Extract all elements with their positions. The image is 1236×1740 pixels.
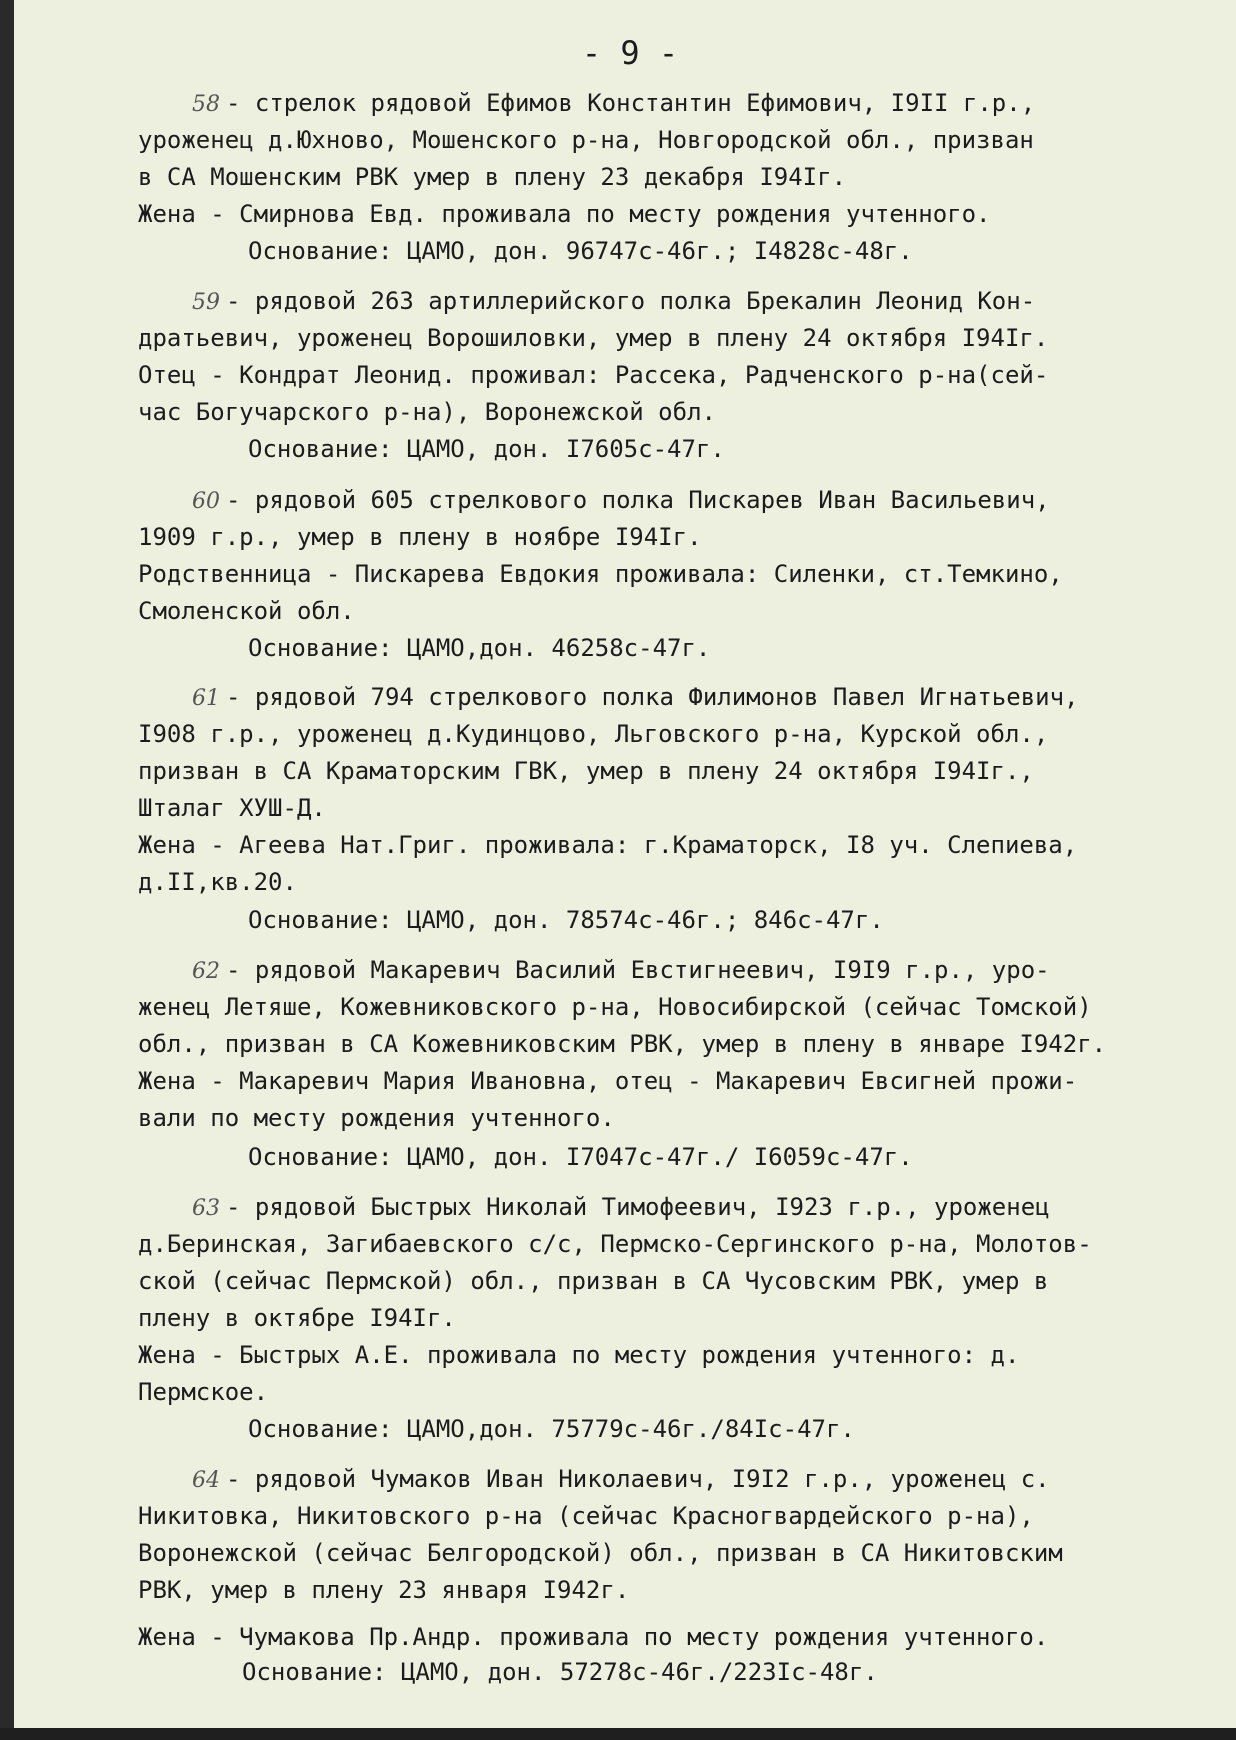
entry-59-basis: Основание: ЦАМО, дон. I7605с-47г. [248,435,725,463]
entry-64-line-1: 64 - рядовой Чумаков Иван Николаевич, I9I2 г.р., уроженец с. [192,1465,1050,1493]
entry-63-basis: Основание: ЦАМО,дон. 75779с-46г./84Iс-47г. [248,1415,855,1443]
entry-60-line-2: 1909 г.р., умер в плену в ноябре I94Iг. [138,523,702,551]
entry-61-line-1: 61 - рядовой 794 стрелкового полка Филимонов Павел Игнатьевич, [192,683,1079,711]
entry-62-line-3: обл., призван в СА Кожевниковским РВК, умер в плену в январе I942г. [138,1030,1107,1058]
entry-58-line-2: уроженец д.Юхново, Мошенского р-на, Новгородской обл., призван [138,126,1034,154]
entry-64-line-3: Воронежской (сейчас Белгородской) обл., призван в СА Никитовским [138,1539,1063,1567]
entry-63-line-2: д.Беринская, Загибаевского с/с, Пермско-Сергинского р-на, Молотов- [138,1230,1092,1258]
entry-64-line-4: РВК, умер в плену 23 января I942г. [138,1576,630,1604]
entry-58-line-1: 58 - стрелок рядовой Ефимов Константин Ефимович, I9II г.р., [192,89,1036,117]
entry-61-line-3: призван в СА Краматорским ГВК, умер в плену 24 октября I94Iг., [138,757,1034,785]
entry-58-line-4: Жена - Смирнова Евд. проживала по месту рождения учтенного. [138,200,991,228]
entry-59-line-4: час Богучарского р-на), Воронежской обл. [138,398,716,426]
entry-60-line-4: Смоленской обл. [138,597,355,625]
entry-60-line-3: Родственница - Пискарева Евдокия проживала: Силенки, ст.Темкино, [138,560,1063,588]
entry-58-line-3: в СА Мошенским РВК умер в плену 23 декабря I94Iг. [138,163,847,191]
entry-63-line-1: 63 - рядовой Быстрых Николай Тимофеевич, I923 г.р., уроженец [192,1193,1050,1221]
entry-number: 64 [192,1468,220,1493]
entry-59-line-2: дратьевич, уроженец Ворошиловки, умер в плену 24 октября I94Iг. [138,324,1049,352]
entry-58-basis: Основание: ЦАМО, дон. 96747с-46г.; I4828с-48г. [248,237,913,265]
entry-63-line-5: Жена - Быстрых А.Е. проживала по месту рождения учтенного: д. [138,1341,1020,1369]
entry-number: 63 [192,1196,220,1221]
entry-62-line-5: вали по месту рождения учтенного. [138,1104,615,1132]
entry-61-line-5: Жена - Агеева Нат.Григ. проживала: г.Краматорск, I8 уч. Слепиева, [138,831,1078,859]
entry-62-basis: Основание: ЦАМО, дон. I7047с-47г./ I6059с-47г. [248,1143,913,1171]
page-number: - 9 - [581,34,679,72]
entry-61-line-2: I908 г.р., уроженец д.Кудинцово, Льговского р-на, Курской обл., [138,720,1049,748]
entry-number: 60 [192,489,220,514]
entry-number: 59 [192,290,220,315]
entry-60-line-1: 60 - рядовой 605 стрелкового полка Пискарев Иван Васильевич, [192,486,1050,514]
entry-63-line-4: плену в октябре I94Iг. [138,1304,456,1332]
entry-62-line-2: женец Летяше, Кожевниковского р-на, Новосибирской (сейчас Томской) [138,993,1092,1021]
entry-60-basis: Основание: ЦАМО,дон. 46258с-47г. [248,634,711,662]
entry-59-line-3: Отец - Кондрат Леонид. проживал: Рассека, Радченского р-на(сей- [138,361,1049,389]
entry-63-line-6: Пермское. [138,1378,269,1406]
entry-64-line-2: Никитовка, Никитовского р-на (сейчас Красногвардейского р-на), [138,1502,1034,1530]
entry-64-line-5: Жена - Чумакова Пр.Андр. проживала по месту рождения учтенного. [138,1623,1049,1651]
entry-number: 62 [192,959,220,984]
entry-62-line-1: 62 - рядовой Макаревич Василий Евстигнеевич, I9I9 г.р., уро- [192,956,1050,984]
entry-64-basis: Основание: ЦАМО, дон. 57278с-46г./223Iс-48г. [242,1658,878,1686]
entry-number: 61 [192,686,220,711]
entry-61-line-6: д.II,кв.20. [138,868,297,896]
entry-63-line-3: ской (сейчас Пермской) обл., призван в СА Чусовским РВК, умер в [138,1267,1049,1295]
entry-62-line-4: Жена - Макаревич Мария Ивановна, отец - Макаревич Евсигней прожи- [138,1067,1078,1095]
entry-59-line-1: 59 - рядовой 263 артиллерийского полка Брекалин Леонид Кон- [192,287,1036,315]
entry-number: 58 [192,92,220,117]
entry-61-basis: Основание: ЦАМО, дон. 78574с-46г.; 846с-47г. [248,906,884,934]
entry-61-line-4: Шталаг ХУШ-Д. [138,794,326,822]
